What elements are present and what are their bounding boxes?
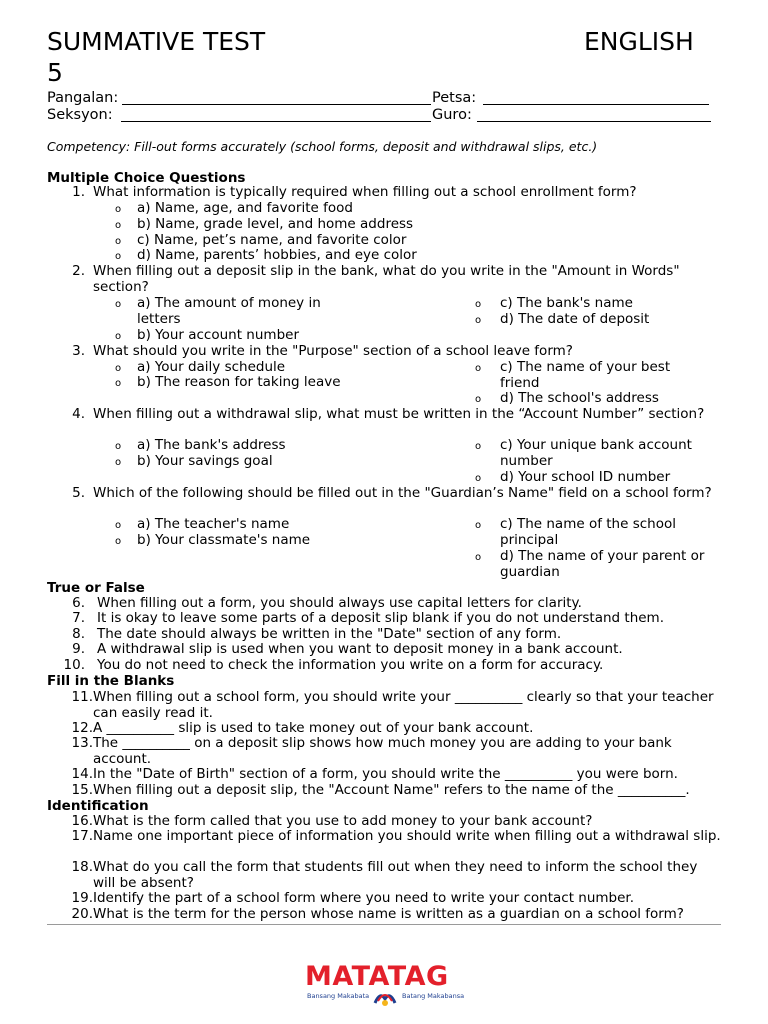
fib-heading: Fill in the Blanks — [47, 673, 175, 689]
question-text: A __________ slip is used to take money out of your bank account. — [93, 720, 534, 736]
bullet-icon: o — [115, 520, 122, 531]
bullet-icon: o — [115, 299, 122, 310]
bullet-icon: o — [475, 473, 482, 484]
question-text: You do not need to check the information you write on a form for accuracy. — [97, 657, 604, 673]
option-text: a) Name, age, and favorite food — [137, 200, 353, 216]
question-number: 18. — [71, 859, 93, 875]
bullet-icon: o — [115, 236, 122, 247]
question-number: 1. — [72, 184, 85, 200]
option-text: a) The bank's address — [137, 437, 286, 453]
question-number: 16. — [71, 813, 93, 829]
matatag-logo — [305, 962, 465, 1008]
bullet-icon: o — [115, 331, 122, 342]
question-number: 15. — [71, 782, 93, 798]
grade-number: 5 — [47, 58, 63, 87]
option-text: c) Your unique bank account number — [500, 437, 692, 469]
question-text: What do you call the form that students fill out when they need to inform the school they will be absent? — [93, 859, 698, 891]
section-field[interactable] — [121, 121, 431, 122]
option-text: a) The teacher's name — [137, 516, 290, 532]
option-text: b) Your classmate's name — [137, 532, 311, 548]
tf-heading: True or False — [47, 580, 145, 596]
option-text: d) The school's address — [500, 390, 659, 406]
question-text: What should you write in the "Purpose" section of a school leave form? — [93, 343, 573, 359]
teacher-label: Guro: — [432, 107, 472, 123]
question-number: 7. — [72, 610, 85, 626]
bullet-icon: o — [475, 394, 482, 405]
question-number: 3. — [72, 343, 85, 359]
bullet-icon: o — [115, 441, 122, 452]
question-text: When filling out a withdrawal slip, what must be written in the “Account Number” section? — [93, 406, 705, 422]
bullet-icon: o — [115, 251, 122, 262]
identification-heading: Identification — [47, 798, 149, 814]
mcq-heading: Multiple Choice Questions — [47, 170, 246, 186]
competency-note: Competency: Fill-out forms accurately (school forms, deposit and withdrawal slips, etc.) — [47, 139, 598, 154]
name-date-row — [47, 90, 721, 107]
option-text: b) Your savings goal — [137, 453, 273, 469]
option-text: d) Name, parents’ hobbies, and eye color — [137, 247, 417, 263]
test-title: SUMMATIVE TEST — [47, 27, 266, 56]
bullet-icon: o — [115, 363, 122, 374]
section-label: Seksyon: — [47, 107, 113, 123]
question-number: 6. — [72, 595, 85, 611]
subject-title: ENGLISH — [584, 27, 694, 56]
logo-mark-icon — [372, 989, 398, 1007]
teacher-field[interactable] — [477, 121, 711, 122]
logo-tagline-right: Batang Makabansa — [402, 992, 465, 1000]
date-label: Petsa: — [432, 90, 477, 106]
question-text: When filling out a school form, you should write your __________ clearly so that your teacher can easily read it. — [93, 689, 714, 721]
option-text: d) Your school ID number — [500, 469, 671, 485]
question-number: 20. — [71, 906, 93, 922]
option-text: d) The name of your parent or guardian — [500, 548, 705, 580]
question-text: A withdrawal slip is used when you want to deposit money in a bank account. — [97, 641, 623, 657]
footer-divider — [47, 924, 721, 925]
question-number: 12. — [71, 720, 93, 736]
question-text: The __________ on a deposit slip shows how much money you are adding to your bank account. — [93, 735, 672, 767]
question-text: When filling out a deposit slip, the "Account Name" refers to the name of the __________. — [93, 782, 690, 798]
question-text: What information is typically required when filling out a school enrollment form? — [93, 184, 637, 200]
section-teacher-row — [47, 107, 721, 124]
question-number: 17. — [71, 828, 93, 844]
question-number: 13. — [71, 735, 93, 751]
question-text: When filling out a deposit slip in the bank, what do you write in the "Amount in Words" section? — [93, 263, 680, 295]
title-row — [47, 26, 721, 92]
bullet-icon: o — [475, 315, 482, 326]
bullet-icon: o — [115, 204, 122, 215]
bullet-icon: o — [475, 552, 482, 563]
name-field[interactable] — [122, 104, 431, 105]
question-text: What is the term for the person whose name is written as a guardian on a school form? — [93, 906, 684, 922]
bullet-icon: o — [115, 378, 122, 389]
date-field[interactable] — [483, 104, 709, 105]
question-text: When filling out a form, you should always use capital letters for clarity. — [97, 595, 582, 611]
question-text: What is the form called that you use to add money to your bank account? — [93, 813, 593, 829]
question-number: 9. — [72, 641, 85, 657]
option-text: d) The date of deposit — [500, 311, 650, 327]
logo-tagline-left: Bansang Makabata — [307, 992, 370, 1000]
option-text: b) Name, grade level, and home address — [137, 216, 414, 232]
question-text: Which of the following should be filled out in the "Guardian’s Name" field on a school form? — [93, 485, 712, 501]
question-number: 4. — [72, 406, 85, 422]
question-number: 8. — [72, 626, 85, 642]
bullet-icon: o — [115, 536, 122, 547]
option-text: b) The reason for taking leave — [137, 374, 341, 390]
option-text: c) Name, pet’s name, and favorite color — [137, 232, 407, 248]
logo-wordmark: MATATAG — [305, 961, 449, 992]
question-text: It is okay to leave some parts of a deposit slip blank if you do not understand them. — [97, 610, 664, 626]
question-text: Name one important piece of information you should write when filling out a withdrawal slip. — [93, 828, 721, 844]
question-number: 5. — [72, 485, 85, 501]
option-text: a) Your daily schedule — [137, 359, 286, 375]
question-number: 14. — [71, 766, 93, 782]
bullet-icon: o — [475, 520, 482, 531]
bullet-icon: o — [475, 441, 482, 452]
option-text: b) Your account number — [137, 327, 299, 343]
question-number: 19. — [71, 890, 93, 906]
question-number: 11. — [71, 689, 93, 705]
bullet-icon: o — [475, 299, 482, 310]
question-text: The date should always be written in the "Date" section of any form. — [97, 626, 562, 642]
bullet-icon: o — [475, 363, 482, 374]
question-number: 2. — [72, 263, 85, 279]
bullet-icon: o — [115, 220, 122, 231]
name-label: Pangalan: — [47, 90, 119, 106]
question-number: 10. — [63, 657, 85, 673]
option-text: a) The amount of money in letters — [137, 295, 321, 327]
option-text: c) The name of the school principal — [500, 516, 676, 548]
bullet-icon: o — [115, 457, 122, 468]
option-text: c) The name of your best friend — [500, 359, 671, 391]
question-text: Identify the part of a school form where you need to write your contact number. — [93, 890, 635, 906]
question-text: In the "Date of Birth" section of a form, you should write the __________ you were born. — [93, 766, 678, 782]
option-text: c) The bank's name — [500, 295, 633, 311]
